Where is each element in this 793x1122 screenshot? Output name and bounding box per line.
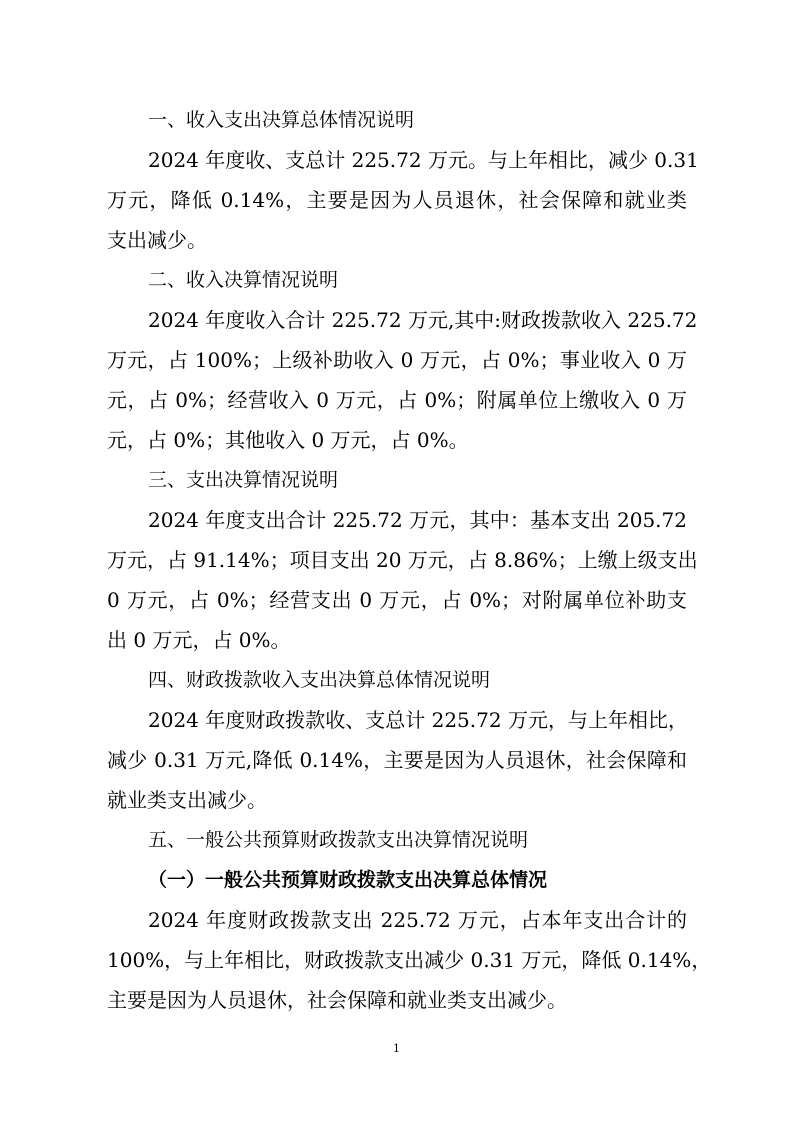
- section-2-paragraph-line-4: 元，占 0%；其他收入 0 万元，占 0%。: [107, 428, 469, 452]
- section-4-paragraph-line-1: 2024 年度财政拨款收、支总计 225.72 万元，与上年相比，: [148, 708, 688, 732]
- section-3-paragraph-line-1: 2024 年度支出合计 225.72 万元，其中：基本支出 205.72: [148, 508, 687, 532]
- section-5-subheading: （一）一般公共预算财政拨款支出决算总体情况: [148, 869, 548, 891]
- section-3-paragraph-line-4: 出 0 万元，占 0%。: [107, 628, 291, 652]
- section-3-paragraph-line-3: 0 万元，占 0%；经营支出 0 万元，占 0%；对附属单位补助支: [107, 588, 687, 612]
- section-5-heading: 五、一般公共预算财政拨款支出决算情况说明: [148, 829, 529, 851]
- section-2-heading: 二、收入决算情况说明: [148, 269, 339, 291]
- section-4-paragraph-line-3: 就业类支出减少。: [107, 788, 267, 812]
- page-number: 1: [393, 1042, 400, 1055]
- section-1-paragraph-line-3: 支出减少。: [107, 228, 207, 252]
- section-5-paragraph-line-3: 主要是因为人员退休，社会保障和就业类支出减少。: [107, 988, 567, 1012]
- section-3-heading: 三、支出决算情况说明: [148, 469, 339, 491]
- section-2-paragraph-line-1: 2024 年度收入合计 225.72 万元,其中:财政拨款收入 225.72: [148, 308, 698, 332]
- section-4-paragraph-line-2: 减少 0.31 万元,降低 0.14%，主要是因为人员退休，社会保障和: [107, 748, 687, 772]
- section-1-paragraph-line-1: 2024 年度收、支总计 225.72 万元。与上年相比，减少 0.31: [148, 148, 699, 172]
- section-5-paragraph-line-1: 2024 年度财政拨款支出 225.72 万元，占本年支出合计的: [148, 908, 687, 932]
- section-2-paragraph-line-2: 万元，占 100%；上级补助收入 0 万元，占 0%；事业收入 0 万: [107, 348, 687, 372]
- section-5-paragraph-line-2: 100%，与上年相比，财政拨款支出减少 0.31 万元，降低 0.14%，: [107, 948, 712, 972]
- section-1-heading: 一、收入支出决算总体情况说明: [148, 109, 415, 131]
- section-2-paragraph-line-3: 元，占 0%；经营收入 0 万元，占 0%；附属单位上缴收入 0 万: [107, 388, 687, 412]
- section-3-paragraph-line-2: 万元，占 91.14%；项目支出 20 万元，占 8.86%；上缴上级支出: [107, 548, 698, 572]
- section-1-paragraph-line-2: 万元，降低 0.14%，主要是因为人员退休，社会保障和就业类: [107, 188, 687, 212]
- section-4-heading: 四、财政拨款收入支出决算总体情况说明: [148, 669, 491, 691]
